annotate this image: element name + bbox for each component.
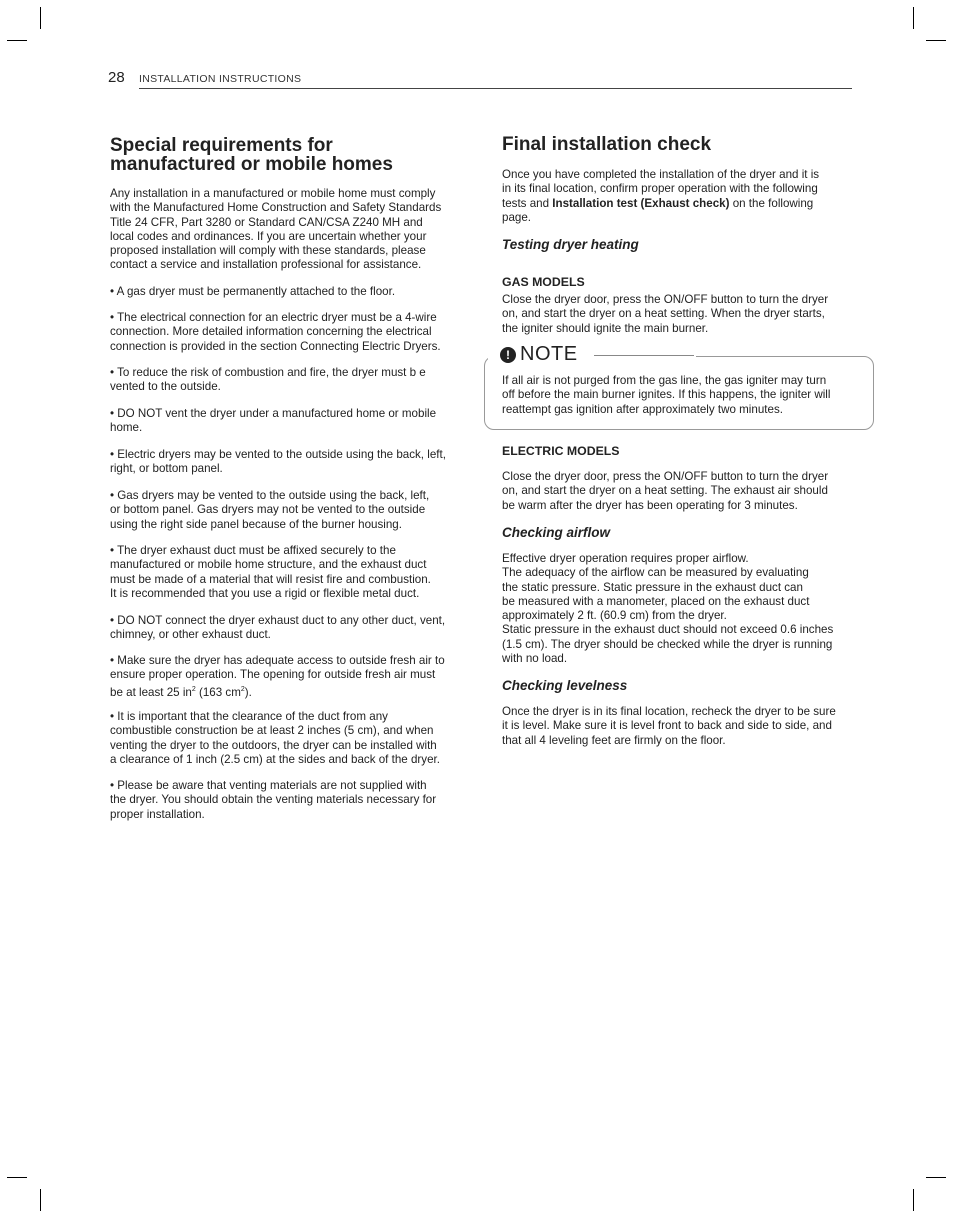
text-run: (163 cm xyxy=(195,685,241,699)
text-line: venting the dryer to the outdoors, the dryer can be installed with xyxy=(110,738,437,752)
text-line: • To reduce the risk of combustion and fire, the dryer must b e xyxy=(110,366,426,379)
text-line xyxy=(110,683,445,700)
text-line: the static pressure. Static pressure in the exhaust duct can xyxy=(502,580,803,594)
text-line: a clearance of 1 inch (2.5 cm) at the sides and back of the dryer. xyxy=(110,752,440,766)
subheading: Testing dryer heating xyxy=(502,237,639,252)
text-line: • Please be aware that venting materials are not supplied with xyxy=(110,779,427,792)
text-line: using the right side panel because of the burner housing. xyxy=(110,517,402,531)
intro-paragraph xyxy=(110,187,441,273)
section-title xyxy=(110,136,393,174)
text-line: it is level. Make sure it is level front to back and side to side, and xyxy=(502,719,832,733)
text-line: • Electric dryers may be vented to the outside using the back, left, xyxy=(110,448,446,461)
bullet-item xyxy=(110,779,436,822)
model-heading: ELECTRIC MODELS xyxy=(502,444,620,458)
bullet-item xyxy=(110,544,431,601)
text-line: with no load. xyxy=(502,652,568,666)
gas-instructions xyxy=(502,293,828,336)
text-line: • The electrical connection for an electric dryer must be a 4-wire xyxy=(110,311,437,324)
text-line: on, and start the dryer on a heat setting. The exhaust air should xyxy=(502,484,828,498)
text-line: on, and start the dryer on a heat setting. When the dryer starts, xyxy=(502,307,825,321)
bold-reference: Installation test (Exhaust check) xyxy=(552,196,730,210)
text-line: combustible construction be at least 2 inches (5 cm), and when xyxy=(110,724,434,738)
text-line: Static pressure in the exhaust duct should not exceed 0.6 inches xyxy=(502,623,834,637)
text-line: off before the main burner ignites. If this happens, the igniter will xyxy=(502,388,831,402)
text-line: • DO NOT connect the dryer exhaust duct to any other duct, vent, xyxy=(110,614,446,627)
text-line xyxy=(502,197,819,211)
warning-icon: ! xyxy=(500,347,516,363)
text-line: If all air is not purged from the gas line, the gas igniter may turn xyxy=(502,374,827,387)
bullet-item xyxy=(110,311,441,354)
note-header xyxy=(500,343,578,366)
note-label: NOTE xyxy=(520,343,578,365)
text-line: local codes and ordinances. If you are uncertain whether your xyxy=(110,229,427,243)
text-line: Title 24 CFR, Part 3280 or Standard CAN/CSA Z240 MH and xyxy=(110,215,423,229)
text-line: Once the dryer is in its final location, recheck the dryer to be sure xyxy=(502,705,836,718)
electric-instructions xyxy=(502,470,828,513)
section-title: Final installation check xyxy=(502,134,712,155)
header-rule xyxy=(139,88,852,89)
text-line: It is recommended that you use a rigid or flexible metal duct. xyxy=(110,586,420,600)
text-line: connection. More detailed information concerning the electrical xyxy=(110,325,432,339)
bullet-item xyxy=(110,614,445,643)
bullet-item xyxy=(110,366,426,395)
text-line: • Gas dryers may be vented to the outside using the back, left, xyxy=(110,489,430,502)
text-line: the igniter should ignite the main burner. xyxy=(502,321,709,335)
crop-mark xyxy=(7,40,27,41)
text-line: contact a service and installation professional for assistance. xyxy=(110,258,422,272)
text-line: must be made of a material that will resist fire and combustion. xyxy=(110,572,431,586)
bullet-item xyxy=(110,654,445,700)
text-line: be measured with a manometer, placed on the exhaust duct xyxy=(502,594,810,608)
crop-mark xyxy=(926,1177,946,1178)
text-line: Once you have completed the installation of the dryer and it is xyxy=(502,168,820,181)
levelness-text xyxy=(502,705,836,748)
subheading: Checking levelness xyxy=(502,678,628,693)
note-text xyxy=(502,374,830,417)
text-line: Any installation in a manufactured or mobile home must comply xyxy=(110,187,436,200)
superscript: 2 xyxy=(240,685,245,693)
text-line: ensure proper operation. The opening for outside fresh air must xyxy=(110,668,436,682)
text-line: page. xyxy=(502,210,532,224)
text-line: • Make sure the dryer has adequate access to outside fresh air to xyxy=(110,654,445,667)
crop-mark xyxy=(926,40,946,41)
text-line: proposed installation will comply with these standards, please xyxy=(110,244,426,258)
text-run: tests and xyxy=(502,196,553,210)
text-line: or bottom panel. Gas dryers may not be vented to the outside xyxy=(110,503,426,517)
text-line: approximately 2 ft. (60.9 cm) from the dryer. xyxy=(502,609,727,623)
text-line: connection is provided in the section Connecting Electric Dryers. xyxy=(110,339,441,353)
text-line: (1.5 cm). The dryer should be checked while the dryer is running xyxy=(502,637,833,651)
bullet-item xyxy=(110,285,395,299)
text-line: right, or bottom panel. xyxy=(110,462,223,476)
text-line: the dryer. You should obtain the venting materials necessary for xyxy=(110,793,437,807)
text-line: proper installation. xyxy=(110,807,205,821)
airflow-text xyxy=(502,552,833,666)
text-line: manufactured or mobile home structure, and the exhaust duct xyxy=(110,558,427,572)
model-heading: GAS MODELS xyxy=(502,275,585,289)
text-line: • A gas dryer must be permanently attached to the floor. xyxy=(110,285,396,298)
text-line: home. xyxy=(110,421,143,435)
text-line: with the Manufactured Home Construction and Safety Standards xyxy=(110,201,442,215)
bullet-item xyxy=(110,489,429,532)
crop-mark xyxy=(40,1189,41,1211)
crop-mark xyxy=(7,1177,27,1178)
crop-mark xyxy=(40,7,41,29)
text-run: ). xyxy=(244,685,252,699)
text-line: Effective dryer operation requires proper airflow. xyxy=(502,552,749,565)
superscript: 2 xyxy=(191,685,196,693)
crop-mark xyxy=(913,1189,914,1211)
text-line: reattempt gas ignition after approximately two minutes. xyxy=(502,402,783,416)
text-line: Close the dryer door, press the ON/OFF button to turn the dryer xyxy=(502,293,829,306)
text-line: • DO NOT vent the dryer under a manufactured home or mobile xyxy=(110,407,437,420)
text-line: that all 4 leveling feet are firmly on the floor. xyxy=(502,733,726,747)
text-run: be at least 25 in xyxy=(110,685,192,699)
title-line: Special requirements for xyxy=(110,135,333,156)
text-line: • The dryer exhaust duct must be affixed securely to the xyxy=(110,544,396,557)
text-line: • It is important that the clearance of the duct from any xyxy=(110,710,388,723)
text-line: Close the dryer door, press the ON/OFF button to turn the dryer xyxy=(502,470,829,483)
subheading: Checking airflow xyxy=(502,525,611,540)
running-header: INSTALLATION INSTRUCTIONS xyxy=(139,73,302,85)
text-line: vented to the outside. xyxy=(110,380,221,394)
bullet-item xyxy=(110,448,446,477)
text-line: The adequacy of the airflow can be measured by evaluating xyxy=(502,566,809,580)
text-line: chimney, or other exhaust duct. xyxy=(110,628,271,642)
note-rule xyxy=(594,355,694,356)
bullet-item xyxy=(110,407,436,436)
page-number: 28 xyxy=(108,69,125,86)
intro-paragraph xyxy=(502,168,819,225)
text-line: in its final location, confirm proper operation with the following xyxy=(502,182,818,196)
crop-mark xyxy=(913,7,914,29)
text-line: be warm after the dryer has been operating for 3 minutes. xyxy=(502,498,798,512)
title-line: manufactured or mobile homes xyxy=(110,154,393,175)
bullet-item xyxy=(110,710,440,767)
text-run: on the following xyxy=(729,196,814,210)
